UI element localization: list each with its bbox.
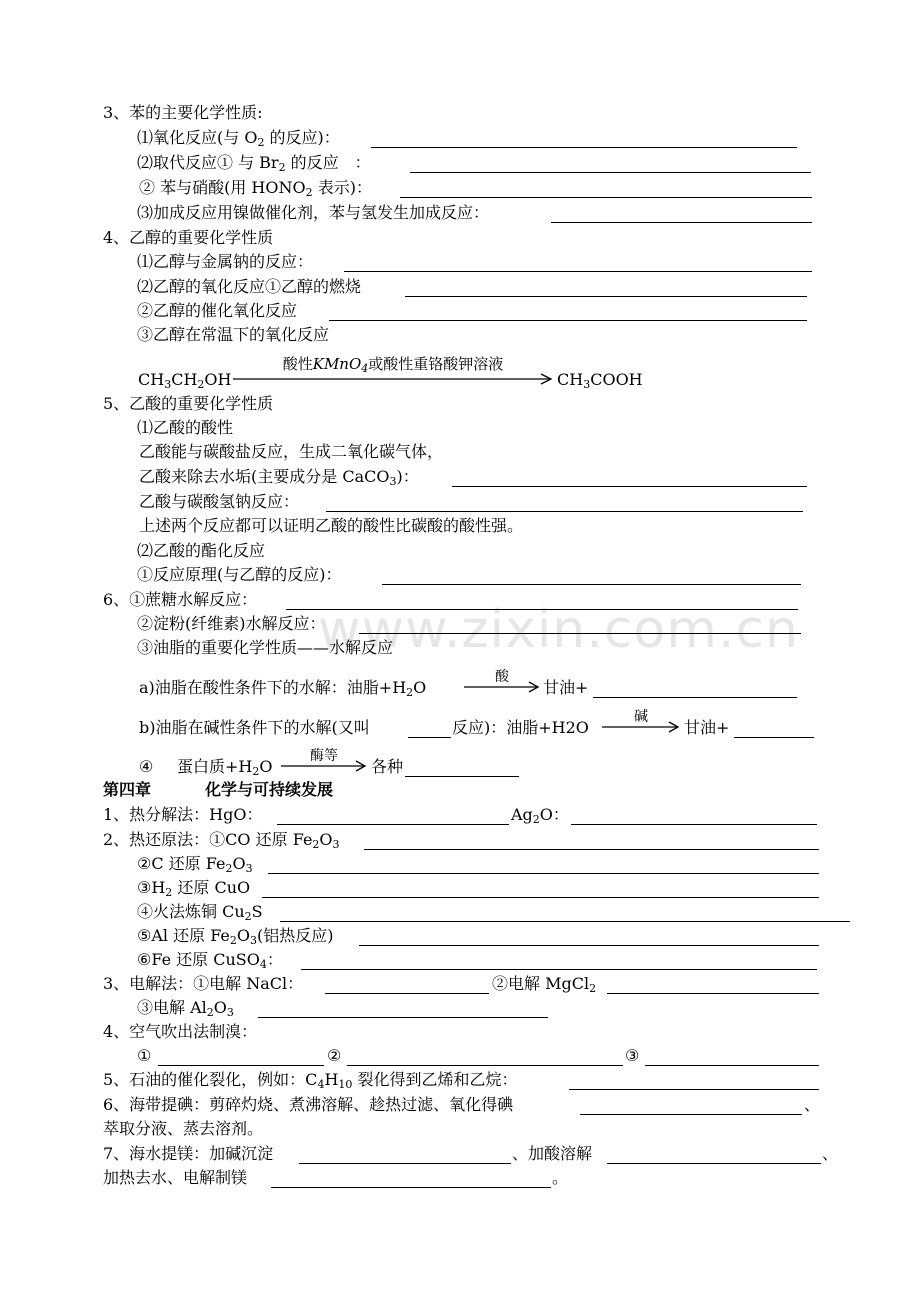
- section-4-title-line: [0, 226, 920, 250]
- section-3-title: 3、苯的主要化学性质:: [103, 103, 263, 122]
- arrow-label: 酸: [495, 669, 509, 685]
- iodine-line-2: [0, 1117, 920, 1141]
- ethanol-catalytic-label: ②乙醇的催化氧化反应: [137, 301, 298, 320]
- arrow-label: 酶等: [310, 748, 338, 764]
- magnesium-line-2: [0, 1166, 920, 1190]
- thermal-decomposition-label: 1、热分解法：HgO：: [103, 805, 263, 824]
- bromine-steps-line: [0, 1044, 920, 1068]
- sucrose-line: [0, 588, 920, 612]
- answer-blank[interactable]: [329, 320, 807, 321]
- mgcl2-electrolysis-label: ②电解 MgCl$_2$: [492, 974, 597, 995]
- answer-blank[interactable]: [344, 271, 812, 272]
- ethanol-sodium-label: ⑴乙醇与金属钠的反应：: [137, 252, 314, 271]
- protein-line: [0, 748, 920, 779]
- benzene-oxidation-label: ⑴氧化反应(与 $O_2$ 的反应)：: [137, 128, 340, 149]
- answer-blank[interactable]: [580, 1114, 802, 1115]
- oil-acid-line: [0, 669, 920, 700]
- arrow-icon: [602, 722, 680, 732]
- answer-blank[interactable]: [359, 633, 801, 634]
- copper-smelting-line: [0, 900, 920, 924]
- acetic-esterification-line: [0, 539, 920, 563]
- bromine-step-1: ①: [137, 1046, 152, 1065]
- benzene-bromine-label: ⑵取代反应① 与 $Br_2$ 的反应 ：: [137, 153, 371, 174]
- acetic-bicarbonate-label: 乙酸与碳酸氢钠反应：: [139, 492, 300, 511]
- section-5-title-line: [0, 392, 920, 416]
- benzene-nitric-line: [0, 176, 920, 200]
- acetic-conclusion-text: 上述两个反应都可以证明乙酸的酸性比碳酸的酸性强。: [139, 516, 524, 535]
- ethanol-sodium-line: [0, 250, 920, 274]
- answer-blank[interactable]: [364, 849, 819, 850]
- ethanol-room-temp-line: [0, 323, 920, 347]
- ethanol-room-temp-label: ③乙醇在常温下的氧化反应: [137, 325, 330, 344]
- oil-base-label: b)油脂在碱性条件下的水解(又叫: [139, 718, 370, 737]
- c-reduction-label: ②C 还原 $Fe_2O_3$: [137, 854, 253, 875]
- watermark: www.zixin.com.cn: [318, 600, 799, 660]
- magnesium-label-3: 加热去水、电解制镁: [103, 1168, 248, 1187]
- oil-hydrolysis-label: ③油脂的重要化学性质——水解反应: [137, 638, 394, 657]
- reaction-arrow: [464, 669, 540, 692]
- answer-blank[interactable]: [301, 969, 817, 970]
- h2-reduction-label: $③H_2$ 还原 CuO: [137, 878, 251, 899]
- starch-label: ②淀粉(纤维素)水解反应：: [137, 614, 326, 633]
- magnesium-end-punct: 。: [552, 1168, 569, 1187]
- answer-blank[interactable]: [645, 1065, 819, 1066]
- section-3-title-line: [0, 101, 920, 125]
- answer-blank[interactable]: [262, 897, 819, 898]
- answer-blank[interactable]: [158, 1065, 324, 1066]
- electrolysis-line: [0, 972, 920, 996]
- acetic-scale-line: [0, 465, 920, 489]
- answer-blank[interactable]: [382, 584, 801, 585]
- ethanol-combustion-label: ⑵乙醇的氧化反应①乙醇的燃烧: [137, 277, 362, 296]
- answer-blank[interactable]: [569, 1089, 819, 1090]
- thermite-label: ⑤Al 还原 $Fe_2O_3$(铝热反应): [137, 926, 334, 947]
- acetic-esterification-label: ⑵乙酸的酯化反应: [137, 541, 266, 560]
- h2-reduction-line: [0, 876, 920, 900]
- benzene-bromine-line: [0, 151, 920, 175]
- fe-reduction-label: ⑥Fe 还原 CuSO$_4$：: [137, 950, 283, 971]
- equation-product: $CH_3COOH$: [557, 370, 643, 391]
- answer-blank[interactable]: [452, 486, 807, 487]
- arrow-label: 酸性KMnO$_4$或酸性重铬酸钾溶液: [282, 355, 504, 375]
- answer-blank[interactable]: [734, 737, 814, 738]
- magnesium-label-2: 、加酸溶解: [512, 1144, 593, 1163]
- chapter-4-number: 第四章: [103, 780, 152, 799]
- arrow-label: 碱: [634, 709, 648, 725]
- answer-blank[interactable]: [277, 824, 509, 825]
- acetic-bicarbonate-line: [0, 490, 920, 514]
- iodine-punct: 、: [804, 1095, 821, 1114]
- acetic-conclusion-line: [0, 514, 920, 538]
- answer-blank[interactable]: [280, 921, 850, 922]
- answer-blank[interactable]: [408, 737, 451, 738]
- answer-blank[interactable]: [571, 824, 817, 825]
- oil-hydrolysis-line: [0, 636, 920, 660]
- al2o3-electrolysis-line: [0, 996, 920, 1020]
- fe-reduction-line: [0, 948, 920, 972]
- answer-blank[interactable]: [371, 147, 797, 148]
- answer-blank[interactable]: [268, 873, 819, 874]
- protein-label: 蛋白质$+H_2O$: [177, 757, 273, 778]
- iodine-line: [0, 1093, 920, 1117]
- answer-blank[interactable]: [359, 945, 819, 946]
- ethanol-catalytic-line: [0, 299, 920, 323]
- oil-base-label-2: 反应)：油脂+H2O: [452, 718, 589, 737]
- ethanol-equation: [0, 355, 920, 394]
- co-reduction-line: [0, 828, 920, 852]
- oil-acid-product: 甘油+: [543, 678, 589, 697]
- iodine-label-2: 萃取分液、蒸去溶剂。: [103, 1119, 264, 1138]
- answer-blank[interactable]: [347, 1065, 623, 1066]
- al2o3-electrolysis-label: ③电解 $Al_2O_3$: [137, 998, 234, 1019]
- arrow-icon: [233, 374, 553, 384]
- acetic-carbonate-line: [0, 440, 920, 464]
- magnesium-line: [0, 1142, 920, 1166]
- magnesium-punct: 、: [822, 1144, 839, 1163]
- acetic-acidity-line: [0, 416, 920, 440]
- starch-line: [0, 612, 920, 636]
- ethanol-combustion-line: [0, 275, 920, 299]
- answer-blank[interactable]: [607, 1163, 821, 1164]
- reaction-arrow: [602, 709, 680, 732]
- co-reduction-label: 2、热还原法：①CO 还原 $Fe_2O_3$: [103, 830, 340, 851]
- benzene-oxidation-line: [0, 126, 920, 150]
- bromine-title: 4、空气吹出法制溴：: [103, 1022, 258, 1041]
- answer-blank[interactable]: [410, 172, 811, 173]
- cracking-line: [0, 1068, 920, 1092]
- copper-smelting-label: ④火法炼铜 $Cu_2S$: [137, 902, 263, 923]
- acetic-acidity-label: ⑴乙酸的酸性: [137, 418, 234, 437]
- answer-blank[interactable]: [325, 993, 489, 994]
- answer-blank[interactable]: [400, 197, 812, 198]
- oil-base-product: 甘油+: [684, 718, 730, 737]
- chapter-4-title-line: [0, 778, 920, 802]
- acetic-scale-label: 乙酸来除去水垢(主要成分是 CaCO$_3$)：: [139, 467, 419, 488]
- benzene-nitric-label: ② 苯与硝酸(用 $HONO_2$ 表示)：: [139, 178, 372, 199]
- c-reduction-line: [0, 852, 920, 876]
- answer-blank[interactable]: [299, 1163, 511, 1164]
- arrow-icon: [281, 761, 367, 771]
- silver-oxide-label: $Ag_2O$：: [511, 805, 569, 826]
- protein-product: 各种: [371, 757, 404, 776]
- electrolysis-label: 3、电解法：①电解 NaCl：: [103, 974, 304, 993]
- oil-acid-label: a)油脂在酸性条件下的水解：油脂$+H_2O$: [139, 678, 427, 699]
- iodine-label: 6、海带提碘：剪碎灼烧、煮沸溶解、趁热过滤、氧化得碘: [103, 1095, 514, 1114]
- answer-blank[interactable]: [405, 776, 519, 777]
- magnesium-label: 7、海水提镁：加碱沉淀: [103, 1144, 274, 1163]
- equation-reactant: $CH_3CH_2OH$: [138, 370, 232, 391]
- section-5-title: 5、乙酸的重要化学性质: [103, 394, 274, 413]
- bromine-step-3: ③: [625, 1046, 640, 1065]
- section-4-title: 4、乙醇的重要化学性质: [103, 228, 274, 247]
- thermal-decomposition-line: [0, 803, 920, 827]
- cracking-label: 5、石油的催化裂化，例如：$C_4H_{10}$ 裂化得到乙烯和乙烷：: [103, 1070, 518, 1091]
- answer-blank[interactable]: [258, 1017, 548, 1018]
- answer-blank[interactable]: [326, 511, 803, 512]
- esterification-principle-line: [0, 563, 920, 587]
- answer-blank[interactable]: [405, 296, 807, 297]
- bromine-step-2: ②: [327, 1046, 342, 1065]
- acetic-carbonate-text: 乙酸能与碳酸盐反应，生成二氧化碳气体，: [139, 442, 444, 461]
- benzene-addition-line: [0, 201, 920, 225]
- thermite-line: [0, 924, 920, 948]
- oil-base-line: [0, 709, 920, 740]
- chapter-4-title: 化学与可持续发展: [205, 780, 334, 799]
- bromine-title-line: [0, 1020, 920, 1044]
- esterification-principle-label: ①反应原理(与乙醇的反应)：: [137, 565, 342, 584]
- sucrose-label: 6、①蔗糖水解反应：: [103, 590, 258, 609]
- benzene-addition-label: ⑶加成反应用镍做催化剂，苯与氢发生加成反应：: [137, 203, 490, 222]
- protein-number: ④: [139, 757, 154, 776]
- answer-blank[interactable]: [607, 993, 819, 994]
- arrow-icon: [464, 682, 540, 692]
- answer-blank[interactable]: [286, 609, 798, 610]
- reaction-arrow: [233, 355, 553, 384]
- answer-blank[interactable]: [593, 697, 797, 698]
- answer-blank[interactable]: [551, 222, 812, 223]
- reaction-arrow: [281, 748, 367, 771]
- answer-blank[interactable]: [271, 1187, 551, 1188]
